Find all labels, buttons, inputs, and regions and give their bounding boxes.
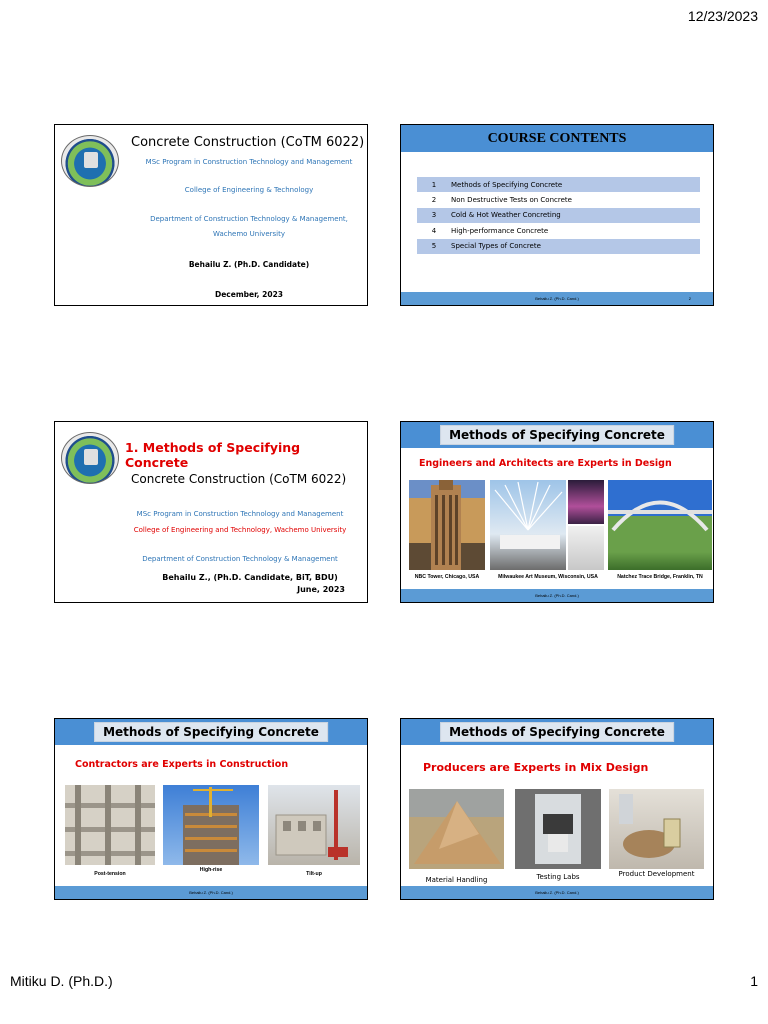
- tilt-up-crane-icon: [268, 785, 360, 865]
- item-label: Special Types of Concrete: [451, 242, 541, 251]
- item-number: 5: [431, 242, 437, 251]
- slide-4-engineers[interactable]: [400, 421, 714, 603]
- slide-3-college: College of Engineering and Technology, Wachemo University: [133, 526, 347, 534]
- bridge-arch-icon: [608, 480, 712, 570]
- item-number: 1: [431, 180, 437, 189]
- item-number: 3: [431, 211, 437, 220]
- caption-testing-labs: Testing Labs: [536, 873, 580, 881]
- caption-nbc-tower: NBC Tower, Chicago, USA: [414, 574, 480, 580]
- material-handling-photo: [409, 789, 504, 869]
- lab-sample-icon: [609, 789, 704, 869]
- slide-1-date: December, 2023: [214, 290, 284, 299]
- caption-post-tension: Post-tension: [94, 871, 126, 877]
- sand-pile-icon: [409, 789, 504, 869]
- item-label: Non Destructive Tests on Concrete: [451, 196, 572, 205]
- slide-3-course: Concrete Construction (CoTM 6022): [131, 472, 347, 486]
- museum-night-photo: [568, 480, 604, 524]
- slide-6-producers[interactable]: [400, 718, 714, 900]
- caption-material-handling: Material Handling: [425, 876, 488, 884]
- university-logo-icon: [61, 432, 119, 484]
- slide-1-college: College of Engineering & Technology: [184, 186, 314, 194]
- list-item: [417, 177, 700, 192]
- slide-1-program: MSc Program in Construction Technology and Management: [145, 158, 353, 166]
- milwaukee-museum-photo: [490, 480, 566, 570]
- tilt-up-photo: [268, 785, 360, 865]
- slide-2-title: COURSE CONTENTS: [401, 125, 713, 152]
- slide-4-subtitle: Engineers and Architects are Experts in Design: [419, 458, 672, 469]
- slide-5-contractors[interactable]: [54, 718, 368, 900]
- slide-1-presenter: Behailu Z. (Ph.D. Candidate): [188, 260, 310, 269]
- slide-1-department: Department of Construction Technology & Management,: [150, 215, 348, 223]
- slide-footer: Behailu Z. (Ph.D. Cand.): [55, 886, 367, 899]
- item-label: Cold & Hot Weather Concreting: [451, 211, 561, 220]
- testing-labs-photo: [515, 789, 601, 869]
- page-author: Mitiku D. (Ph.D.): [10, 973, 113, 989]
- item-label: High-performance Concrete: [451, 226, 549, 235]
- post-tension-photo: [65, 785, 155, 865]
- course-contents-list: [417, 177, 700, 254]
- slide-1-course-title: Concrete Construction (CoTM 6022): [131, 135, 365, 150]
- slide-1-title[interactable]: [54, 124, 368, 306]
- list-item: [417, 223, 700, 238]
- caption-high-rise: High-rise: [199, 867, 223, 873]
- page-number: 1: [750, 973, 758, 989]
- caption-tilt-up: Tilt-up: [306, 871, 322, 877]
- slide-3-program: MSc Program in Construction Technology and Management: [136, 510, 344, 518]
- slide-6-title: Methods of Specifying Concrete: [440, 722, 674, 742]
- item-number: 4: [431, 226, 437, 235]
- slide-2-course-contents[interactable]: [400, 124, 714, 306]
- high-rise-photo: [163, 785, 259, 865]
- slide-footer: Behailu Z. (Ph.D. Cand.): [401, 589, 713, 602]
- nbc-tower-photo: [409, 480, 485, 570]
- list-item: [417, 192, 700, 207]
- slide-3-section-title[interactable]: [54, 421, 368, 603]
- item-label: Methods of Specifying Concrete: [451, 180, 563, 189]
- slide-footer: Behailu Z. (Ph.D. Cand.): [401, 886, 713, 899]
- caption-product-development: Product Development: [618, 870, 695, 878]
- slide-1-university: Wachemo University: [213, 230, 285, 238]
- slide-3-date: June, 2023: [297, 585, 345, 594]
- slide-header-bar: [401, 422, 713, 448]
- concrete-frame-icon: [65, 785, 155, 865]
- slide-3-presenter: Behailu Z., (Ph.D. Candidate, BiT, BDU): [162, 573, 338, 582]
- university-logo-icon: [61, 135, 119, 187]
- caption-natchez: Natchez Trace Bridge, Franklin, TN: [617, 574, 703, 580]
- slide-header-bar: [55, 719, 367, 745]
- caption-milwaukee: Milwaukee Art Museum, Wisconsin, USA: [498, 574, 598, 580]
- product-development-photo: [609, 789, 704, 869]
- natchez-bridge-photo: [608, 480, 712, 570]
- slide-footer: Behailu Z. (Ph.D. Cand.): [401, 292, 713, 305]
- list-item: [417, 208, 700, 223]
- slide-5-title: Methods of Specifying Concrete: [94, 722, 328, 742]
- slide-3-department: Department of Construction Technology & Management: [142, 555, 338, 563]
- item-number: 2: [431, 196, 437, 205]
- slide-3-heading: 1. Methods of Specifying Concrete: [125, 440, 301, 470]
- museum-interior-photo: [568, 526, 604, 570]
- museum-wings-icon: [490, 480, 566, 570]
- page-date: 12/23/2023: [687, 8, 758, 24]
- slide-6-subtitle: Producers are Experts in Mix Design: [423, 761, 649, 774]
- testing-machine-icon: [515, 789, 601, 869]
- high-rise-crane-icon: [163, 785, 259, 865]
- tower-silhouette-icon: [409, 480, 485, 570]
- list-item: [417, 239, 700, 254]
- slide-5-subtitle: Contractors are Experts in Construction: [75, 759, 289, 770]
- slide-4-title: Methods of Specifying Concrete: [440, 425, 674, 445]
- slide-number: 2: [688, 296, 691, 301]
- slide-header-bar: [401, 719, 713, 745]
